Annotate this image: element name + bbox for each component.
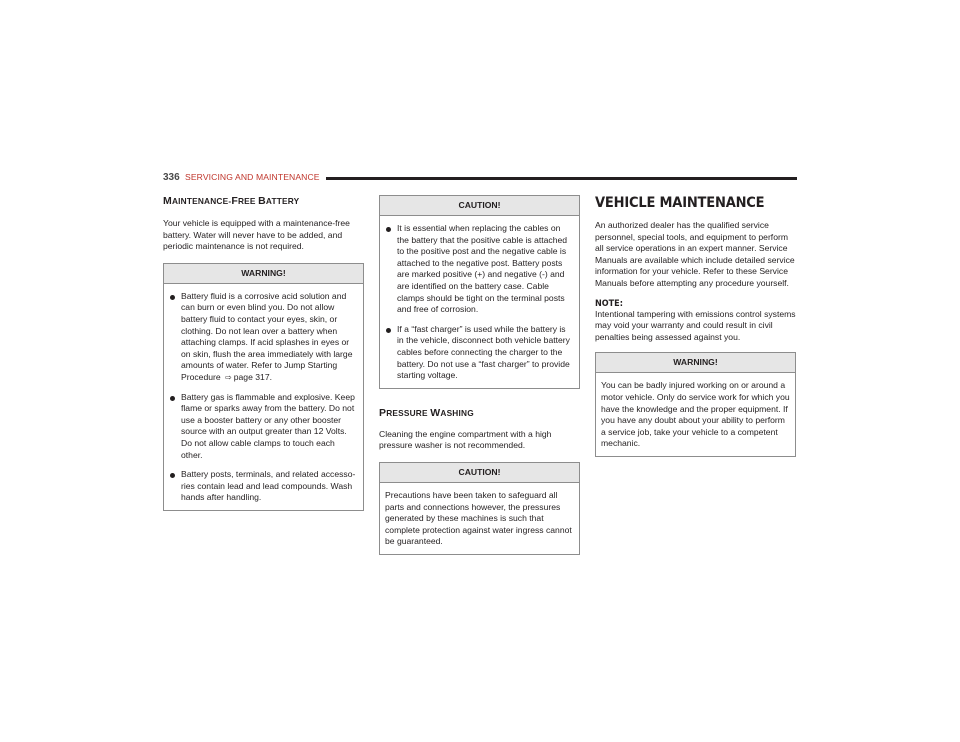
pressure-caution-box <box>379 462 580 555</box>
heading-pressure-washing: PRESSURE WASHING <box>379 406 474 419</box>
battery-warning-box <box>163 263 364 511</box>
page-reference-link[interactable]: page 317. <box>233 371 272 382</box>
bullet-icon <box>170 473 175 478</box>
list-item: Battery gas is flammable and explosive. Keep flame or sparks away from the battery. Do not use a booster battery or any other booster source with an output greater than 12 Volts. Do not allow cable clamps to touch each other. <box>169 392 358 462</box>
caution-title: CAUTION! <box>380 196 579 216</box>
heading-maintenance-free-battery: MAINTENANCE-FREE BATTERY <box>163 195 300 207</box>
vehicle-maintenance-intro: An authorized dealer has the qualified service personnel, special tools, and equipment to perform all service operations in an expert manner. Service Manuals are available which include detailed service information for your vehicle. Refer to these Service Manuals before attempting any procedure yourself. <box>595 220 795 288</box>
warning-title: WARNING! <box>596 353 795 373</box>
caution-text: Precautions have been taken to safeguard all parts and connections however, the pressures generated by these machines is such that complete protection against water ingress cannot be guaranteed. <box>385 489 572 547</box>
list-item: If a “fast charger” is used while the battery is in the vehicle, disconnect both vehicle battery cables before connecting the charger to the battery. Do not use a “fast charger” to provide starting voltage. <box>385 324 574 382</box>
list-item: It is essential when replacing the cables on the battery that the positive cable is attached to the positive post and the negative cable is attached to the negative post. Battery posts are marked positive (+) and negative (-) and are identified on the battery case. Cable clamps should be tight on the terminal posts and free of corrosion. <box>385 223 574 316</box>
bullet-icon <box>170 295 175 300</box>
list-item: Battery fluid is a corrosive acid solution and can burn or even blind you. Do not allow battery fluid to contact your eyes, skin, or clothing. Do not lean over a battery when attaching clamps. If acid splashes in eyes or on skin, flush the area immediately with large amounts of water. Refer to Jump Starting Procedure ⇨ page 317. <box>169 291 358 384</box>
page-number: 336 <box>163 172 180 183</box>
note-label: NOTE: <box>595 298 623 309</box>
list-item: Battery posts, terminals, and related accesso-ries contain lead and lead compounds. Wash hands after handling. <box>169 469 358 504</box>
bullet-icon <box>170 396 175 401</box>
vehicle-warning-box <box>595 352 796 457</box>
page-reference-arrow-icon: ⇨ <box>225 372 232 382</box>
caution-title: CAUTION! <box>380 463 579 483</box>
pressure-washing-intro: Cleaning the engine compartment with a high pressure washer is not recommended. <box>379 428 552 451</box>
section-title: SERVICING AND MAINTENANCE <box>185 172 320 182</box>
page-header <box>163 172 797 184</box>
bullet-icon <box>386 328 391 333</box>
battery-intro: Your vehicle is equipped with a maintenance-free battery. Water will never have to be added, and periodic maintenance is not required. <box>163 218 350 252</box>
column-left <box>163 195 364 511</box>
bullet-icon <box>386 227 391 232</box>
column-middle <box>379 195 580 555</box>
note-text: Intentional tampering with emissions control systems may void your warranty and could result in civil penalties being assessed against you. <box>595 308 796 342</box>
heading-vehicle-maintenance: VEHICLE MAINTENANCE <box>595 195 765 211</box>
warning-title: WARNING! <box>164 264 363 284</box>
column-right <box>595 195 796 457</box>
battery-caution-box <box>379 195 580 389</box>
warning-list <box>169 291 358 504</box>
caution-list <box>385 223 574 382</box>
warning-text: You can be badly injured working on or around a motor vehicle. Only do service work for which you have the knowledge and the proper equipment. If you have any doubt about your ability to perform a service job, take your vehicle to a competent mechanic. <box>601 380 790 449</box>
header-rule <box>326 177 797 180</box>
